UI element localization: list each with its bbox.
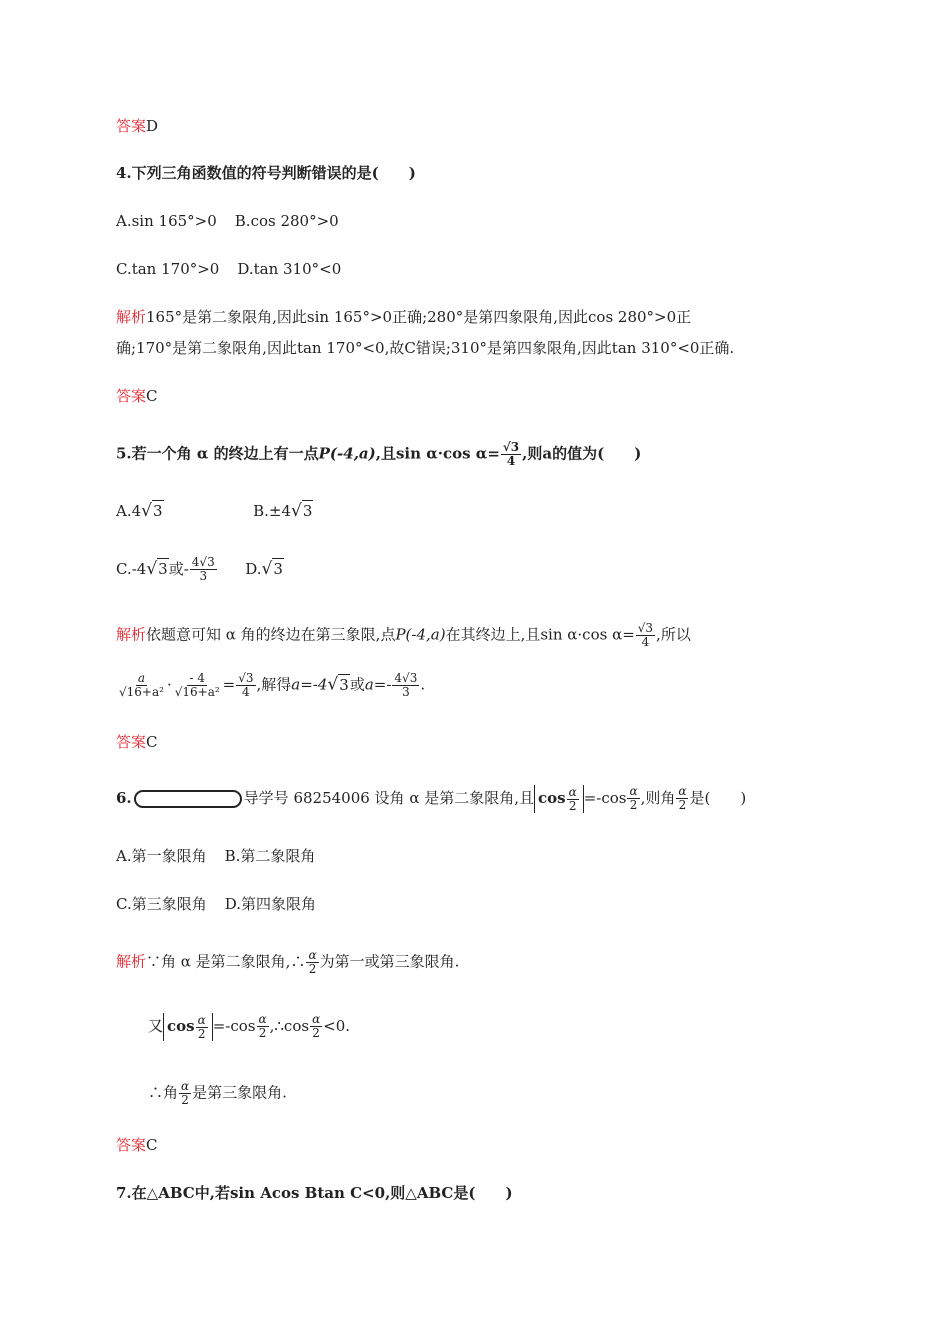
- frac-den: 3: [199, 569, 208, 583]
- option-d: D.tan 310°<0: [237, 260, 342, 278]
- question-5-analysis-equation: $\frac{a}{\text{√16+a²}}$ · $\frac{- 4}{\text{√16+a²}}$ = $\frac{√3}{4}$ ,解得a=-4√3或a=- $\frac{4√3}{3}$ .: [119, 671, 426, 699]
- question-6-analysis-line2: [148, 1013, 350, 1041]
- frac-den: 3: [402, 685, 410, 699]
- stem-text: 5.若一个角 α 的终边上有一点: [116, 444, 319, 463]
- fraction: [392, 672, 419, 699]
- frac-num: 4√3: [394, 671, 418, 685]
- question-5-stem: [116, 441, 641, 468]
- frac-num: α: [568, 784, 577, 799]
- analysis-text: ,∴cos: [269, 1016, 310, 1035]
- analysis-text: 165°是第二象限角,因此sin 165°>0正确;280°是第四象限角,因此cos 280°>0正: [146, 308, 692, 326]
- radicand: 3: [273, 559, 283, 578]
- answer-label: 答案: [116, 733, 147, 751]
- answer-q6: [116, 1135, 158, 1155]
- question-6-analysis-line1: [116, 949, 459, 976]
- point-p: P(-4,a): [395, 625, 446, 644]
- question-6-options-row2: [116, 894, 316, 914]
- frac-num: α: [308, 948, 317, 962]
- radicand: 3: [153, 502, 163, 520]
- answer-label: 答案: [116, 387, 147, 405]
- analysis-text: 又: [148, 1016, 164, 1035]
- fraction: [117, 672, 166, 699]
- option-b: B.cos 280°>0: [234, 212, 339, 230]
- frac-num: α: [312, 1012, 321, 1027]
- frac-den: 2: [312, 1026, 320, 1041]
- frac-den: 4: [242, 685, 250, 699]
- analysis-text: ,所以: [656, 625, 691, 644]
- frac-den: 2: [181, 1093, 189, 1107]
- fraction: [173, 672, 222, 699]
- frac-num: √3: [238, 671, 254, 685]
- answer-label: 答案: [116, 117, 147, 135]
- frac-num: 4√3: [191, 555, 215, 569]
- question-6-stem: [116, 785, 746, 813]
- point-p: P(-4,a): [318, 444, 376, 463]
- fraction: [257, 1013, 269, 1040]
- option-a: A.4√3: [116, 501, 163, 521]
- stem-text: 导学号 68254006 设角 α 是第二象限角,且: [243, 788, 534, 807]
- frac-num: α: [197, 1012, 206, 1027]
- fraction: [627, 785, 639, 812]
- question-6-analysis-line3: [148, 1080, 287, 1107]
- fraction: [306, 949, 318, 976]
- frac-num: - 4: [189, 671, 205, 685]
- question-4-analysis-line1: [116, 307, 691, 327]
- absolute-value: [163, 1013, 213, 1041]
- fraction: [236, 672, 255, 699]
- analysis-label: 解析: [116, 952, 147, 971]
- option-a: A.sin 165°>0: [116, 212, 217, 230]
- analysis-text: 为第一或第三象限角.: [319, 952, 460, 971]
- analysis-label: 解析: [116, 308, 147, 326]
- dot: ·: [166, 675, 172, 694]
- question-4-analysis-line2: 确;170°是第二象限角,因此tan 170°<0,故C错误;310°是第四象限角,因此tan 310°<0正确.: [116, 339, 735, 357]
- analysis-text: 在其终边上,且sin α·cos α=: [445, 625, 635, 644]
- frac-num: α: [258, 1012, 267, 1027]
- radicand: 3: [302, 502, 313, 520]
- frac-den: √16+a²: [174, 685, 220, 699]
- frac-num: √3: [502, 440, 520, 454]
- fraction: [196, 1014, 208, 1041]
- frac-num: a: [137, 671, 146, 685]
- option-b: B.第二象限角: [224, 847, 316, 865]
- question-4-options-row2: [116, 259, 341, 279]
- analysis-text: =-cos: [212, 1016, 256, 1035]
- frac-den: 2: [678, 798, 687, 813]
- option-c-text: C.-4: [116, 559, 147, 578]
- question-5-analysis-line1: [116, 622, 691, 649]
- frac-den: 2: [308, 962, 317, 976]
- solution-1: a=-4: [291, 675, 328, 694]
- stem-text: ,则角: [640, 788, 676, 807]
- option-d: D.√3: [245, 558, 283, 579]
- frac-num: α: [678, 784, 687, 799]
- radicand: 3: [158, 559, 168, 578]
- analysis-text: 是第三象限角.: [192, 1083, 287, 1102]
- analysis-text: .: [420, 675, 426, 694]
- answer-q5: [116, 732, 158, 752]
- analysis-text: 或: [349, 675, 365, 694]
- frac-num: √3: [637, 621, 654, 635]
- answer-value: C: [146, 733, 158, 751]
- question-7-stem: 7.在△ABC中,若sin Acos Btan C<0,则△ABC是( ): [116, 1184, 513, 1202]
- option-d-text: D.: [245, 559, 262, 578]
- stem-text: =-cos: [583, 788, 627, 807]
- fraction: [676, 785, 688, 812]
- absolute-value: [534, 785, 584, 813]
- analysis-text: 依题意可知 α 角的终边在第三象限,点: [146, 625, 396, 644]
- frac-num: α: [181, 1079, 190, 1093]
- answer-q3: [116, 116, 158, 136]
- option-a-text: A.4: [116, 502, 142, 520]
- analysis-text: ,解得: [256, 675, 292, 694]
- frac-den: 4: [641, 635, 650, 649]
- fraction: [501, 441, 521, 468]
- equals: =: [222, 675, 236, 694]
- question-4-options-row1: [116, 211, 339, 231]
- fraction: [190, 556, 217, 583]
- cos-text: cos: [167, 1017, 195, 1035]
- frac-den: 4: [506, 454, 516, 468]
- option-c: C.-4√3或- $\frac{4√3}{3}$: [116, 555, 215, 583]
- stem-text: 是( ): [689, 788, 747, 807]
- option-c: C.第三象限角: [116, 895, 207, 913]
- option-a: A.第一象限角: [116, 847, 207, 865]
- fraction: [310, 1013, 322, 1040]
- analysis-text: <0.: [323, 1016, 351, 1035]
- frac-num: α: [629, 784, 638, 799]
- option-b: B.±4√3: [253, 501, 313, 521]
- fraction: [567, 786, 579, 813]
- analysis-label: 解析: [116, 625, 147, 644]
- frac-den: 2: [258, 1026, 267, 1041]
- option-d: D.第四象限角: [224, 895, 316, 913]
- fraction: [636, 622, 655, 649]
- question-5-options-row2: [116, 556, 284, 583]
- frac-den: √16+a²: [119, 685, 164, 699]
- analysis-text: ∴角: [148, 1083, 179, 1102]
- cos-text: cos: [538, 789, 566, 807]
- answer-value: C: [146, 1136, 158, 1154]
- analysis-text: ∵角 α 是第二象限角,∴: [146, 952, 306, 971]
- answer-label: 答案: [116, 1136, 147, 1154]
- solution-2: a=-: [364, 675, 392, 694]
- option-b-text: B.±4: [253, 502, 292, 520]
- option-c: C.tan 170°>0: [116, 260, 220, 278]
- guide-box: [134, 790, 242, 808]
- answer-q4: [116, 386, 158, 406]
- frac-den: 2: [568, 798, 577, 813]
- question-6-options-row1: [116, 846, 315, 866]
- option-c-or: 或-: [168, 559, 189, 578]
- answer-value: D: [146, 117, 159, 135]
- question-5-options-row1: [116, 500, 313, 521]
- question-number: 6.: [116, 788, 132, 807]
- question-4-stem: 4.下列三角函数值的符号判断错误的是( ): [116, 164, 416, 182]
- answer-value: C: [146, 387, 158, 405]
- fraction: [179, 1080, 191, 1107]
- stem-text: ,则a的值为( ): [522, 444, 642, 463]
- frac-den: 2: [629, 798, 638, 813]
- stem-text: ,且sin α·cos α=: [375, 444, 500, 463]
- frac-den: 2: [197, 1026, 206, 1041]
- radicand: 3: [339, 675, 349, 694]
